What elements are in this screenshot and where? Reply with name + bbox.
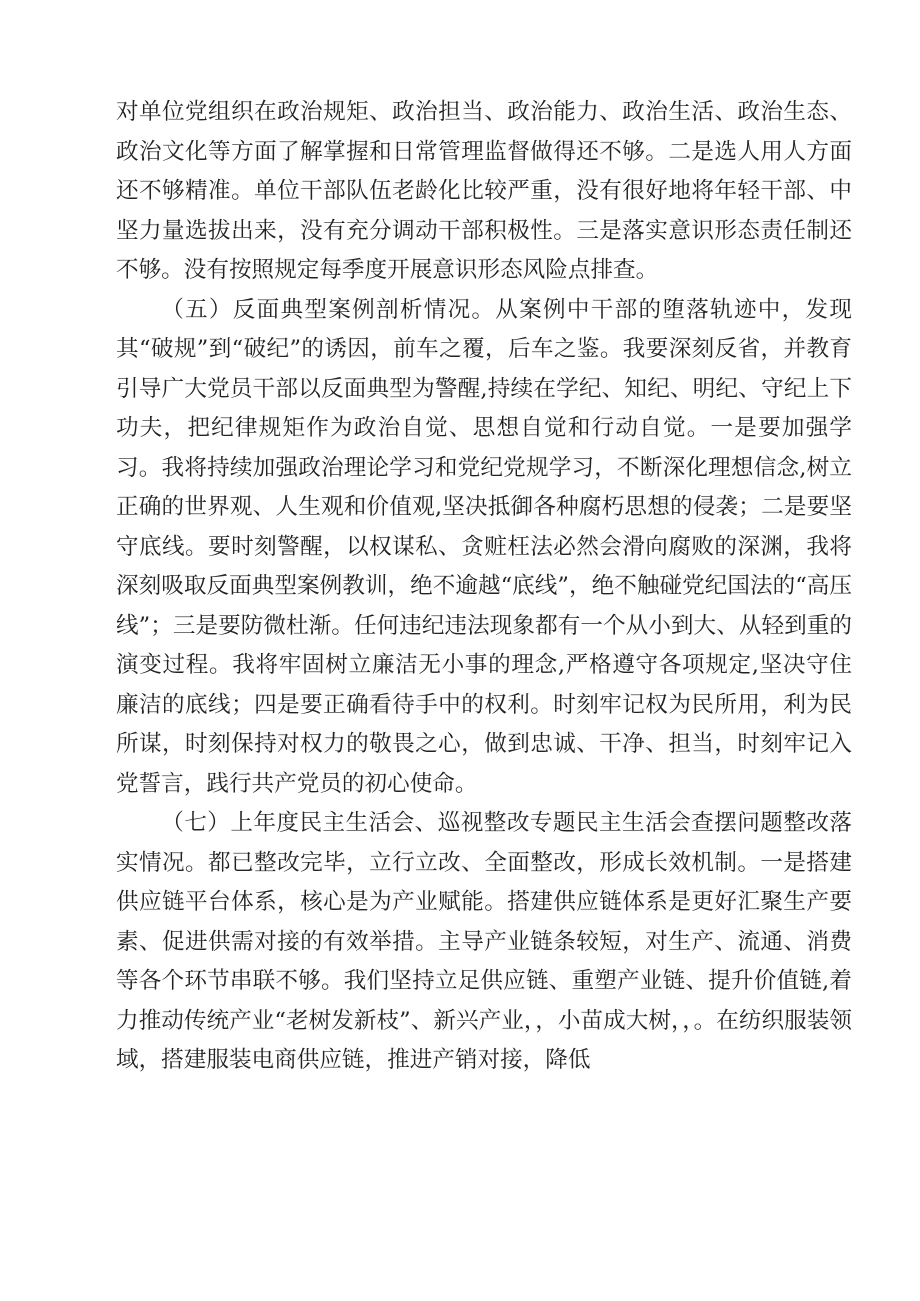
paragraph-rectification-status: （七）上年度民主生活会、巡视整改专题民主生活会查摆问题整改落实情况。都已整改完毕，立行立改、全面整改，形成长效机制。一是搭建供应链平台体系，核心是为产业赋能。搭建供应链体系是更好汇聚生产要素、促进供需对接的有效举措。主导产业链条较短，对生产、流通、消费等各个环节串联不够。我们坚持立足供应链、重塑产业链、提升价值链,着力推动传统产业“老树发新枝”、新兴产业，，小苗成大树，，。在纺织服装领域，搭建服装电商供应链，推进产销对接，降低 [116, 810, 852, 1073]
paragraph-political-supervision: 对单位党组织在政治规矩、政治担当、政治能力、政治生活、政治生态、政治文化等方面了解掌握和日常管理监督做得还不够。二是选人用人方面还不够精准。单位干部队伍老龄化比较严重，没有很好地将年轻干部、中坚力量选拔出来，没有充分调动干部积极性。三是落实意识形态责任制还不够。没有按照规定每季度开展意识形态风险点排查。 [116, 99, 852, 283]
document-body [116, 93, 852, 1081]
paragraph-case-analysis: （五）反面典型案例剖析情况。从案例中干部的堕落轨迹中，发现其“破规”到“破纪”的诱因，前车之覆，后车之鉴。我要深刻反省，并教育引导广大党员干部以反面典型为警醒,持续在学纪、知纪、明纪、守纪上下功夫，把纪律规矩作为政治自觉、思想自觉和行动自觉。一是要加强学习。我将持续加强政治理论学习和党纪党规学习，不断深化理想信念,树立正确的世界观、人生观和价值观,坚决抵御各种腐朽思想的侵袭；二是要坚守底线。要时刻警醒，以权谋私、贪赃枉法必然会滑向腐败的深渊，我将深刻吸取反面典型案例教训，绝不逾越“底线”，绝不触碰党纪国法的“高压线”；三是要防微杜渐。任何违纪违法现象都有一个从小到大、从轻到重的演变过程。我将牢固树立廉洁无小事的理念,严格遵守各项规定,坚决守住廉洁的底线；四是要正确看待手中的权利。时刻牢记权为民所用，利为民所谋，时刻保持对权力的敬畏之心，做到忠诚、干净、担当，时刻牢记入党誓言，践行共产党员的初心使命。 [116, 296, 852, 797]
